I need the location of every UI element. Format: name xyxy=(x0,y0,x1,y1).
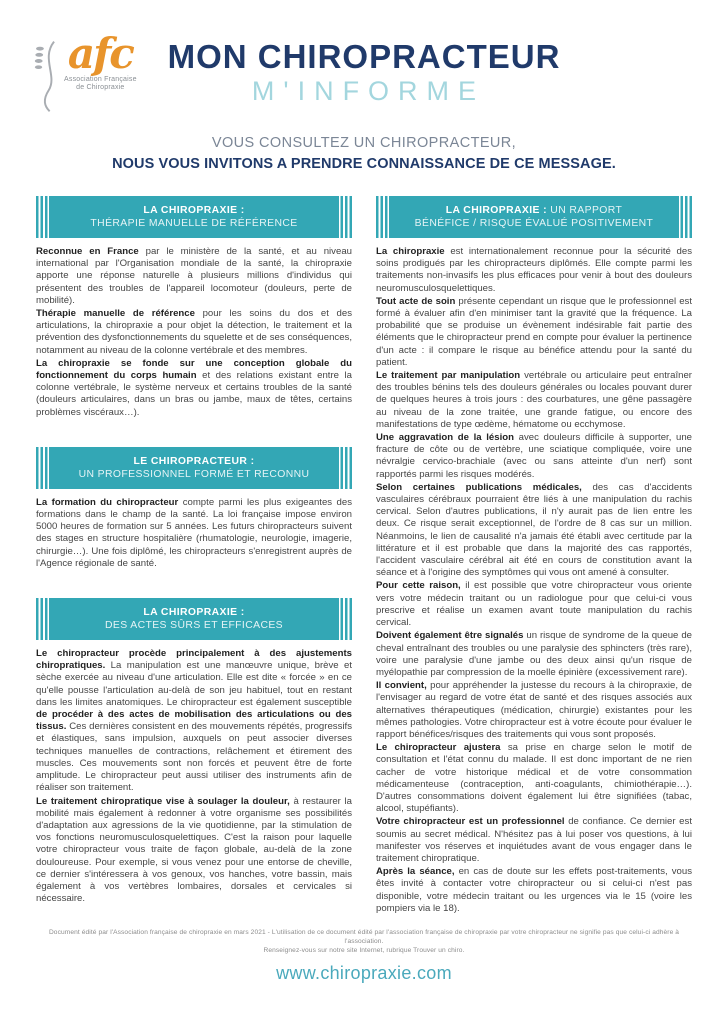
section-body xyxy=(376,246,692,915)
info-section xyxy=(36,196,352,419)
website-link[interactable]: www.chiropraxie.com xyxy=(276,962,452,983)
paragraph: La chiropraxie est internationalement reconnue pour la sécurité des soins prodigués par les chiropracteurs diplômés. Elle compte parmi les traitements non-invasifs les plus efficaces pour venir à bout des douleurs neuromusculosquelettiques. xyxy=(376,246,692,294)
section-header-line: THÉRAPIE MANUELLE DE RÉFÉRENCE xyxy=(90,218,298,229)
paragraph: Reconnue en France par le ministère de la santé, et au niveau international par l'Organisation mondiale de la santé, la chiropraxie apporte une réponse naturelle à plusieurs millions d'individus qui présentent des troubles de l'appareil locomoteur (douleurs, perte de mobilité). xyxy=(36,246,352,306)
info-section xyxy=(376,196,692,915)
right-column xyxy=(376,196,692,916)
info-section xyxy=(36,447,352,570)
afc-logo xyxy=(32,29,168,116)
paragraph: Le traitement chiropratique vise à soulager la douleur, à restaurer la mobilité mais également à redonner à votre organisme ses possibilités d'adaptation aux agressions de la vie quotidienne, par la stimulation de vos fonctions neuromusculosquelettiques. C'est la raison pour laquelle votre chiropracteur vous traite de façon globale, au-delà de la zone douloureuse. Pour exemple, si vous venez pour une entorse de cheville, ce dernier s'intéressera à vos genoux, vos hanches, votre bassin, mais également à vos vertèbres lombaires, dorsales et cervicales si nécessaire. xyxy=(36,795,352,905)
paragraph: Le traitement par manipulation vertébrale ou articulaire peut entraîner des troubles bénins tels des douleurs générales ou locales pouvant durer de quelques heures à trois jours : des courbatures, une gêne passagère au niveau de la zone traitée, une grande fatigue, ou encore des manifestations de type œdème, hématome ou ecchymose. xyxy=(376,370,692,430)
intro-message xyxy=(36,134,692,173)
paragraph: Le chiropracteur procède principalement à des ajustements chiropratiques. La manipulation est une manœuvre unique, brève et sèche exercée au niveau d'une articulation. Elle est dite « forcée » en ce qu'elle pousse l'articulation au-delà de son jeu habituel, tout en restant dans les limites anatomiques. Le chiropracteur est également susceptible de procéder à des actes de mobilisation des articulations ou des tissus. Ces dernières consistent en des mouvements répétés, progressifs et élastiques, sans impulsion, auxquels on peut associer diverses techniques manuelles de contractions, relâchement et étirement des muscles. Ces mouvements sont non forcés et peuvent être de forte amplitude. Le chiropracteur peut aussi utiliser des instruments afin de réaliser son traitement. xyxy=(36,648,352,794)
paragraph: Selon certaines publications médicales, des cas d'accidents vasculaires cérébraux pourraient être liés à une manipulation du rachis cervical. Selon d'autres publications, il n'y aurait pas de lien entre les deux. Ce risque serait exceptionnel, de l'ordre de 8 cas sur un million. Néanmoins, le lien de causalité n'a jamais été établi avec certitude par la littérature et il est probable que dans la majorité des cas rapportés, l'accident vasculaire cérébral ait été en cours de constitution avant la séance et à l'origine des symptômes qui vous ont amené à consulter. xyxy=(376,481,692,579)
section-header-line: LE CHIROPRACTEUR : xyxy=(133,455,255,467)
section-header-line: BÉNÉFICE / RISQUE ÉVALUÉ POSITIVEMENT xyxy=(414,218,654,229)
spine-icon xyxy=(32,36,62,116)
logo-caption: Association Française de Chiropraxie xyxy=(64,76,137,91)
logo-acronym: afc xyxy=(67,29,133,78)
header xyxy=(36,29,692,173)
paragraph: La chiropraxie se fonde sur une conception globale du fonctionnement du corps humain et des relations existant entre la colonne vertébrale, le système nerveux et certains troubles de la santé (douleurs articulaires, dans un bras ou jambe, maux de têtes, certains problèmes viscéraux…). xyxy=(36,357,352,418)
intro-line-2: NOUS VOUS INVITONS A PRENDRE CONNAISSANCE DE CE MESSAGE. xyxy=(112,156,616,172)
paragraph: Le chiropracteur ajustera sa prise en charge selon le motif de consultation et l'état connu du malade. Il est donc important de ne rien cacher de votre historique médical et de votre consommation médicamenteuse (contraception, anti-coagulants, chimiothérapie…). D'autres consommations doivent également lui être signifiées (tabac, alcool, stupéfiants). xyxy=(376,742,692,815)
paragraph: Doivent également être signalés un risque de syndrome de la queue de cheval entraînant des troubles ou une paralysie des sphincters (très rare), voire une paralysie d'une jambe ou des deux ainsi qu'un risque de myélopathie par compression de la moelle épinière (excessivement rare). xyxy=(376,630,693,678)
section-header-line: LA CHIROPRAXIE : UN RAPPORT xyxy=(445,205,623,216)
footer-disclaimer-line-1: Document édité par l'Association française de chiropraxie en mars 2021 - L'utilisation de ce document édité par l'association française de chiropraxie par votre chiropracteur ne signifie pas que celui-ci adhère à l'association. xyxy=(48,928,680,945)
paragraph: Après la séance, en cas de doute sur les effets post-traitements, vous êtes invité à contacter votre chiropracteur ou si celui-ci n'est pas disponible, votre médecin traitant ou les urgences via le 15 (voire les pompiers via le 18). xyxy=(376,866,692,914)
section-body xyxy=(36,497,352,570)
intro-line-1: VOUS CONSULTEZ UN CHIROPRACTEUR, xyxy=(211,135,517,151)
info-section xyxy=(36,598,352,905)
footer-disclaimer xyxy=(36,928,692,955)
paragraph: La formation du chiropracteur compte parmi les plus exigeantes des formations dans le champ de la santé. La loi française impose environ 5000 heures de formation sur 5 années. Les futurs chiropracteurs suivent des stages en structure hospitalière (rhumatologie, neurologie, imagerie, chirurgie…). Une fois diplômé, les chiropracteurs s'enregistrent auprès de l'Agence régionale de santé. xyxy=(36,496,352,569)
paragraph: Votre chiropracteur est un professionnel de confiance. Ce dernier est soumis au secret médical. N'hésitez pas à lui poser vos questions, à lui manifester vos réserves et inquiétudes avant de vous engager dans le traitement chiropratique. xyxy=(376,816,692,864)
page-title-sub: M'INFORME xyxy=(251,76,486,106)
footer-disclaimer-line-2: Renseignez-vous sur notre site Internet, rubrique Trouver un chiro. xyxy=(263,946,465,954)
section-body xyxy=(36,246,352,419)
page-title: MON CHIROPRACTEUR xyxy=(167,38,561,75)
section-body xyxy=(36,648,352,905)
section-header-line: LA CHIROPRAXIE : xyxy=(143,205,245,216)
paragraph: Thérapie manuelle de référence pour les soins du dos et des articulations, la chiropraxie a pour objet la détection, le traitement et la prévention des dysfonctionnements du squelette et de ses conséquences, notamment au niveau de la colonne vertébrale et des membres. xyxy=(36,308,352,356)
left-column xyxy=(36,196,352,916)
section-header-line: DES ACTES SÛRS ET EFFICACES xyxy=(104,620,284,632)
section-header-line: LA CHIROPRAXIE : xyxy=(143,607,245,619)
section-header-banner xyxy=(36,196,352,238)
paragraph: Tout acte de soin présente cependant un risque que le professionnel est formé à évaluer afin d'en minimiser tant la gravité que la fréquence. La probabilité que se produise un évènement indésirable fait partie des éléments que le chiropracteur prend en compte pour évaluer la pertinence d'un acte : il compare le risque au bénéfice attendu pour la santé du patient. xyxy=(376,295,692,368)
section-header-banner xyxy=(376,196,692,238)
paragraph: Pour cette raison, il est possible que votre chiropracteur vous oriente vers votre médecin traitant ou un radiologue pour que celui-ci vous prescrive et réalise un examen avant toute manipulation du rachis cervical. xyxy=(376,580,692,629)
section-header-banner xyxy=(36,598,352,640)
paragraph: Il convient, pour appréhender la justesse du recours à la chiropraxie, de l'envisager au regard de votre état de santé et des risques associés aux alternatives thérapeutiques (médication, chirurgie) existantes pour les mêmes pathologies. Votre chiropracteur est à votre écoute pour évaluer le rapport bénéfices/risques des traitements qui vous sont proposés. xyxy=(376,680,692,740)
content-columns xyxy=(36,196,692,916)
logo-text xyxy=(64,29,137,92)
section-header-banner xyxy=(36,447,352,489)
section-header-line: UN PROFESSIONNEL FORMÉ ET RECONNU xyxy=(78,468,310,480)
paragraph: Une aggravation de la lésion avec douleurs difficile à supporter, une fracture de côte ou de vertèbre, une sciatique compliquée, voire une névralgie cervico-brachiale (avec ou sans atteinte d'un nerf) sont rapportés parmi les risques modérés. xyxy=(376,432,692,480)
footer xyxy=(36,928,692,984)
